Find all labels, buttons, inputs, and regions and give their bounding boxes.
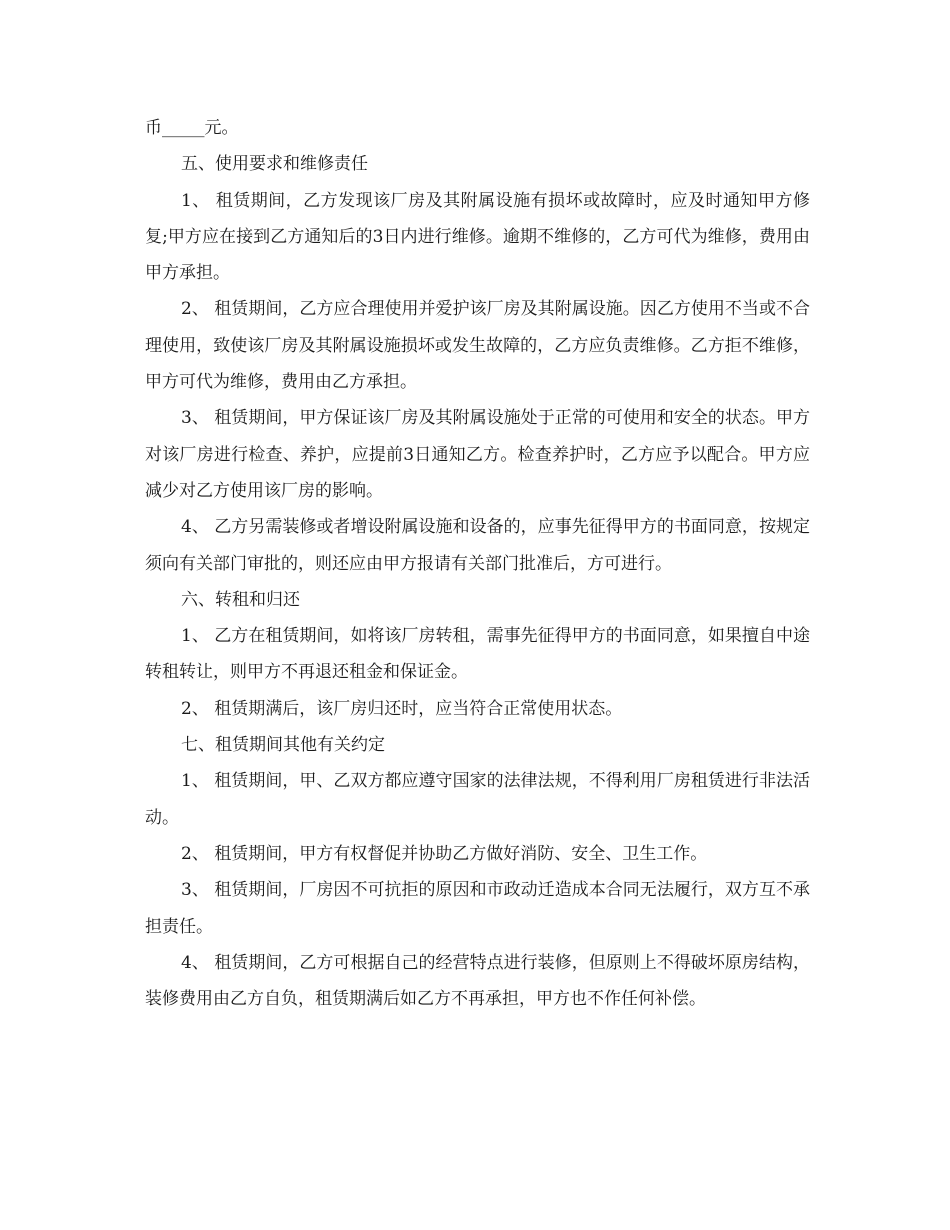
clause-5-2: 2、 租赁期间，乙方应合理使用并爱护该厂房及其附属设施。因乙方使用不当或不合理使用，致使该厂房及其附属设施损坏或发生故障的，乙方应负责维修。乙方拒不维修，甲方可代为维修，费用由乙方承担。 [145, 299, 810, 393]
clause-5-4: 4、 乙方另需装修或者增设附属设施和设备的，应事先征得甲方的书面同意，按规定须向有关部门审批的，则还应由甲方报请有关部门批准后，方可进行。 [145, 517, 810, 574]
paragraph-continuation: 币_____元。 [145, 118, 239, 138]
section-heading-6: 六、转租和归还 [181, 589, 300, 610]
clause-6-2: 2、 租赁期满后，该厂房归还时，应当符合正常使用状态。 [181, 698, 623, 719]
clause-6-1: 1、 乙方在租赁期间，如将该厂房转租，需事先征得甲方的书面同意，如果擅自中途转租转让，则甲方不再退还租金和保证金。 [145, 626, 810, 683]
clause-5-3: 3、 租赁期间，甲方保证该厂房及其附属设施处于正常的可使用和安全的状态。甲方对该厂房进行检查、养护，应提前3日通知乙方。检查养护时，乙方应予以配合。甲方应减少对乙方使用该厂房的影响。 [145, 408, 810, 501]
clause-7-2: 2、 租赁期间，甲方有权督促并协助乙方做好消防、安全、卫生工作。 [181, 843, 708, 864]
clause-7-3: 3、 租赁期间，厂房因不可抗拒的原因和市政动迁造成本合同无法履行，双方互不承担责任。 [145, 880, 810, 937]
clause-5-1: 1、 租赁期间，乙方发现该厂房及其附属设施有损坏或故障时，应及时通知甲方修复;甲方应在接到乙方通知后的3日内进行维修。逾期不维修的，乙方可代为维修，费用由甲方承担。 [145, 190, 810, 284]
document-body [145, 110, 810, 1017]
clause-7-1: 1、 租赁期间，甲、乙双方都应遵守国家的法律法规，不得利用厂房租赁进行非法活动。 [145, 771, 810, 828]
clause-7-4: 4、 租赁期间，乙方可根据自己的经营特点进行装修，但原则上不得破坏原房结构，装修费用由乙方自负，租赁期满后如乙方不再承担，甲方也不作任何补偿。 [145, 952, 810, 1010]
section-heading-7: 七、租赁期间其他有关约定 [181, 735, 385, 756]
section-heading-5: 五、使用要求和维修责任 [181, 154, 368, 175]
